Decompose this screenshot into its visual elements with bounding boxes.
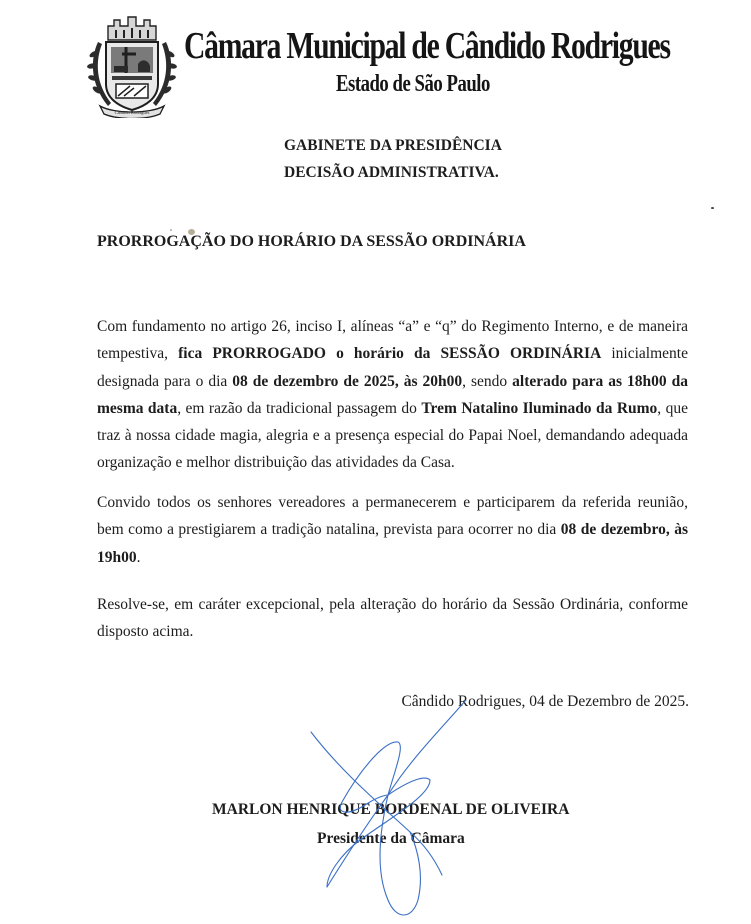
- scan-speck: [170, 229, 172, 231]
- signature-stroke: [327, 700, 466, 887]
- scan-speck: [711, 207, 714, 209]
- subject-heading: PRORROGAÇÃO DO HORÁRIO DA SESSÃO ORDINÁRIA: [97, 233, 526, 250]
- signer-role: Presidente da Câmara: [317, 830, 465, 847]
- body-paragraph-3: [97, 591, 688, 646]
- place-and-date: Cândido Rodrigues, 04 de Dezembro de 2025.: [401, 693, 689, 710]
- office-heading: GABINETE DA PRESIDÊNCIA: [284, 137, 502, 154]
- body-paragraph-1: [97, 313, 688, 477]
- emphasis-new-time: alterado para as 18h00 da mesma data: [97, 372, 688, 417]
- text: Com fundamento no artigo 26, inciso I, alíneas “a” e “q” do Regimento Interno, e de maneira tempestiva,: [97, 318, 688, 363]
- text: , que traz à nossa cidade magia, alegria e a presença especial do Papai Noel, demandando adequada organização e melhor distribuição das atividades da Casa.: [97, 399, 688, 472]
- text: , em razão da tradicional passagem do: [177, 399, 422, 417]
- emphasis-original-date: 08 de dezembro de 2025, às 20h00: [232, 372, 463, 390]
- text: inicialmente designada para o dia: [97, 345, 688, 390]
- signer-name: MARLON HENRIQUE BORDENAL DE OLIVEIRA: [212, 801, 570, 818]
- emphasis-extension: fica PRORROGADO o horário da SESSÃO ORDINÁRIA: [178, 345, 602, 363]
- crest-banner-text: Cândido Rodrigues: [114, 110, 150, 115]
- text: .: [136, 548, 141, 566]
- body-paragraph-2: [97, 489, 688, 571]
- institution-name: Câmara Municipal de Cândido Rodrigues: [184, 25, 670, 67]
- municipal-coat-of-arms-icon: [86, 14, 178, 118]
- text: Convido todos os senhores vereadores a permanecerem e participarem da referida reunião, bem como a prestigiarem a tradição natalina, prevista para ocorrer no dia: [97, 494, 688, 539]
- text: , sendo: [462, 372, 513, 390]
- text: Resolve-se, em caráter excepcional, pela alteração do horário da Sessão Ordinária, conforme disposto acima.: [97, 596, 688, 641]
- emphasis-event-date: 08 de dezembro, às 19h00: [97, 521, 688, 566]
- institution-state: Estado de São Paulo: [336, 71, 490, 97]
- emphasis-train-event: Trem Natalino Iluminado da Rumo: [421, 399, 658, 417]
- document-type-heading: DECISÃO ADMINISTRATIVA.: [284, 164, 499, 181]
